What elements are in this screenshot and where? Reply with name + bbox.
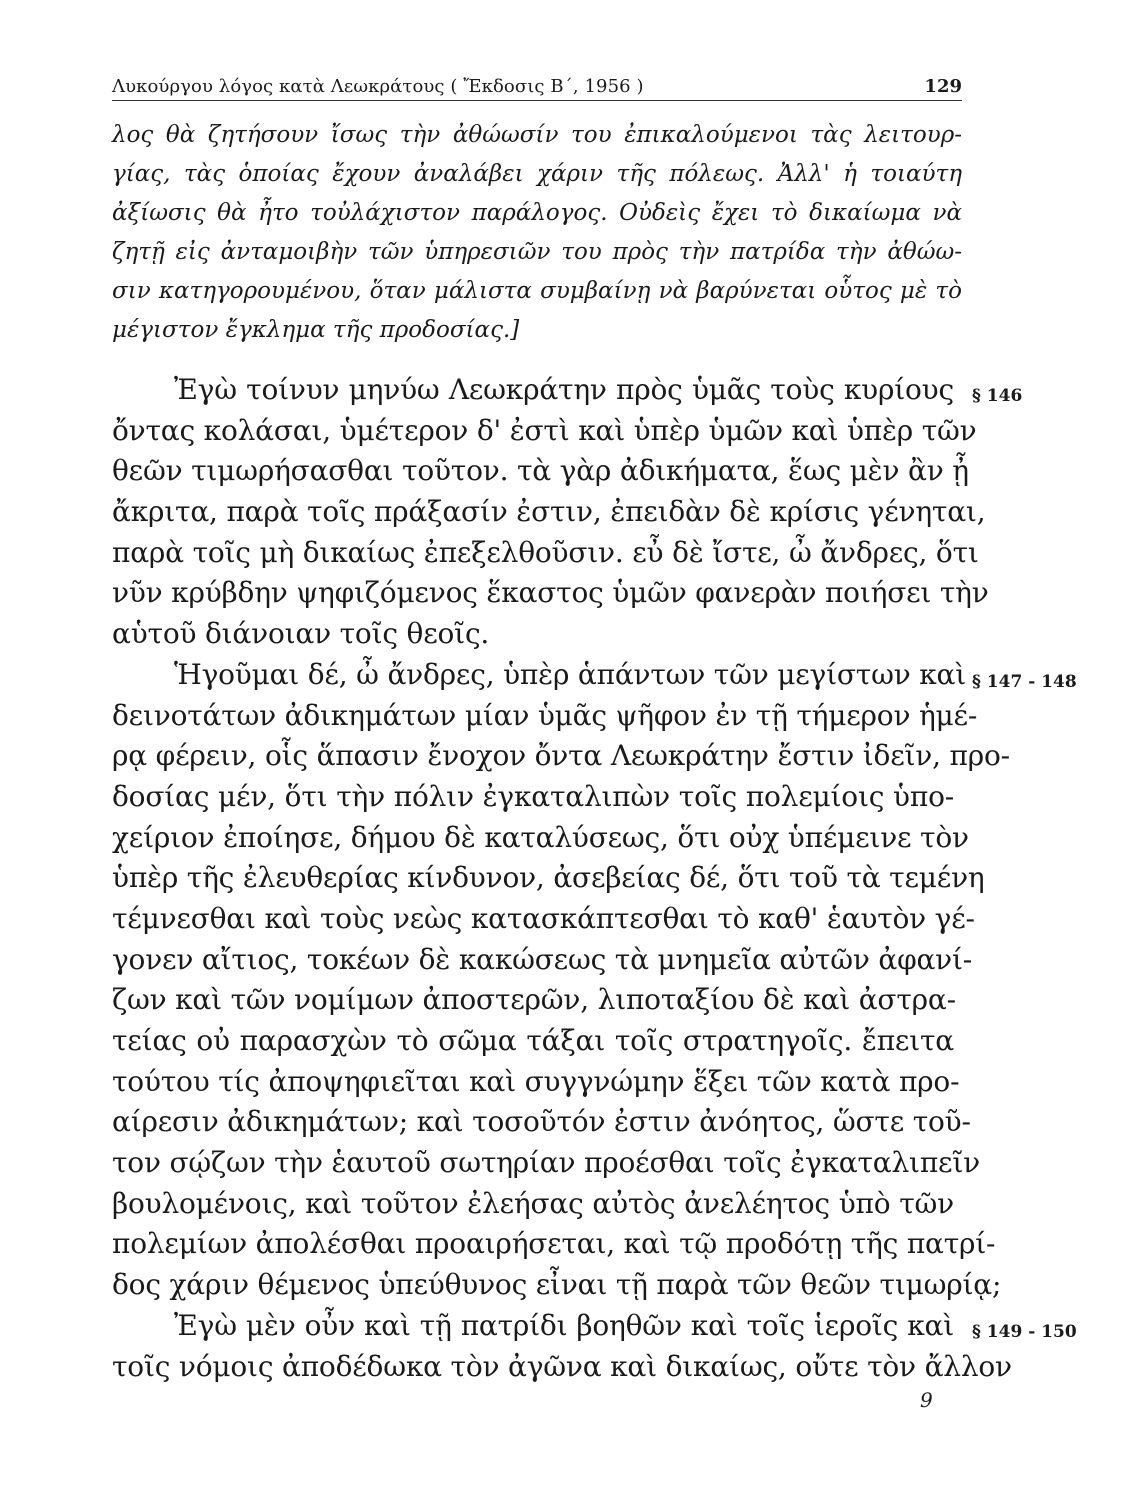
text-line: δοσίας μέν, ὅτι τὴν πόλιν ἐγκαταλιπὼν τοῖς πολεμίοις ὑπο- <box>112 779 954 813</box>
text-line: παρὰ τοῖς μὴ δικαίως ἐπεξελθοῦσιν. εὖ δὲ ἴστε, ὦ ἄνδρες, ὅτι <box>112 535 979 569</box>
margin-section-ref-147-148: § 147 - 148 <box>972 672 1077 692</box>
running-header <box>112 70 962 101</box>
text-line: ζητῇ εἰς ἀνταμοιβὴν τῶν ὑπηρεσιῶν του πρὸς τὴν πατρίδα τὴν ἀθώω- <box>112 239 962 265</box>
text-line: βουλομένοις, καὶ τοῦτον ἐλεήσας αὐτὸς ἀνελέητος ὑπὸ τῶν <box>112 1186 954 1220</box>
text-line: Ἐγὼ μὲν οὖν καὶ τῇ πατρίδι βοηθῶν καὶ τοῖς ἱεροῖς καὶ <box>174 1308 954 1342</box>
text-line: τούτου τίς ἀποψηφιεῖται καὶ συγγνώμην ἕξει τῶν κατὰ προ- <box>112 1064 960 1098</box>
text-line: δος χάριν θέμενος ὑπεύθυνος εἶναι τῇ παρὰ τῶν θεῶν τιμωρίᾳ; <box>112 1268 1002 1302</box>
text-line: πολεμίων ἀπολέσθαι προαιρήσεται, καὶ τῷ προδότῃ τῆς πατρί- <box>112 1227 996 1261</box>
text-line: αίρεσιν ἀδικημάτων; καὶ τοσοῦτόν ἐστιν ἀνόητος, ὥστε τοῦ- <box>112 1105 971 1139</box>
text-line: Ἡγοῦμαι δέ, ὦ ἄνδρες, ὑπὲρ ἁπάντων τῶν μεγίστων καὶ <box>174 657 967 691</box>
text-line: γίας, τὰς ὁποίας ἔχουν ἀναλάβει χάριν τῆς πόλεως. Ἀλλ' ἡ τοιαύτη <box>112 161 962 187</box>
text-line: τείας οὐ παρασχὼν τὸ σῶμα τάξαι τοῖς στρατηγοῖς. ἔπειτα <box>112 1024 954 1057</box>
text-line: γονεν αἴτιος, τοκέων δὲ κακώσεως τὰ μνημεῖα αὐτῶν ἀφανί- <box>112 942 973 976</box>
text-line: χείριον ἐποίησε, δήμου δὲ καταλύσεως, ὅτι οὐχ ὑπέμεινε τὸν <box>112 820 969 854</box>
running-title: Λυκούργου λόγος κατὰ Λεωκράτους ( Ἔκδοσις Β΄, 1956 ) <box>112 76 644 97</box>
text-line: νῦν κρύβδην ψηφιζόμενος ἕκαστος ὑμῶν φανερὰν ποιήσει τὴν <box>112 576 989 610</box>
text-line: τέμνεσθαι καὶ τοὺς νεὼς κατασκάπτεσθαι τὸ καθ' ἑαυτὸν γέ- <box>112 901 975 935</box>
text-line: ὄντας κολάσαι, ὑμέτερον δ' ἐστὶ καὶ ὑπὲρ ὑμῶν καὶ ὑπὲρ τῶν <box>112 413 977 447</box>
signature-mark: 9 <box>920 1388 933 1412</box>
margin-section-ref-149-150: § 149 - 150 <box>972 1322 1077 1342</box>
text-line: ἀξίωσις θὰ ἦτο τοὐλάχιστον παράλογος. Οὐδεὶς ἔχει τὸ δικαίωμα νὰ <box>112 200 962 226</box>
italic-translation-paragraph <box>112 116 962 350</box>
margin-section-ref-146: § 146 <box>972 386 1023 406</box>
page-number: 129 <box>924 76 962 97</box>
text-line: ἄκριτα, παρὰ τοῖς πράξασίν ἐστιν, ἐπειδὰν δὲ κρίσις γένηται, <box>112 495 986 529</box>
text-line: σιν κατηγορουμένου, ὅταν μάλιστα συμβαίνῃ νὰ βαρύνεται οὗτος μὲ τὸ <box>112 278 962 304</box>
text-line: δεινοτάτων ἀδικημάτων μίαν ὑμᾶς ψῆφον ἐν τῇ τήμερον ἡμέ- <box>112 698 978 732</box>
text-line: ζων καὶ τῶν νομίμων ἀποστερῶν, λιποταξίου δὲ καὶ ἀστρα- <box>112 983 956 1017</box>
text-line: Ἐγὼ τοίνυν μηνύω Λεωκράτην πρὸς ὑμᾶς τοὺς κυρίους <box>174 373 954 406</box>
text-line: λος θὰ ζητήσουν ἴσως τὴν ἀθώωσίν του ἐπικαλούμενοι τὰς λειτουρ- <box>112 122 962 148</box>
text-line: μέγιστον ἔγκλημα τῆς προδοσίας.] <box>112 317 520 343</box>
text-line: τοῖς νόμοις ἀποδέδωκα τὸν ἀγῶνα καὶ δικαίως, οὔτε τὸν ἄλλον <box>112 1349 1012 1383</box>
text-line: ὑπὲρ τῆς ἐλευθερίας κίνδυνον, ἀσεβείας δέ, ὅτι τοῦ τὰ τεμένη <box>112 861 985 895</box>
text-line: τον σῴζων τὴν ἑαυτοῦ σωτηρίαν προέσθαι τοῖς ἐγκαταλιπεῖν <box>112 1146 980 1180</box>
text-line: αὑτοῦ διάνοιαν τοῖς θεοῖς. <box>112 617 490 651</box>
text-line: ρᾳ φέρειν, οἷς ἅπασιν ἔνοχον ὄντα Λεωκράτην ἔστιν ἰδεῖν, προ- <box>112 739 1010 773</box>
text-line: θεῶν τιμωρήσασθαι τοῦτον. τὰ γὰρ ἀδικήματα, ἕως μὲν ἂν ᾖ <box>112 454 969 488</box>
